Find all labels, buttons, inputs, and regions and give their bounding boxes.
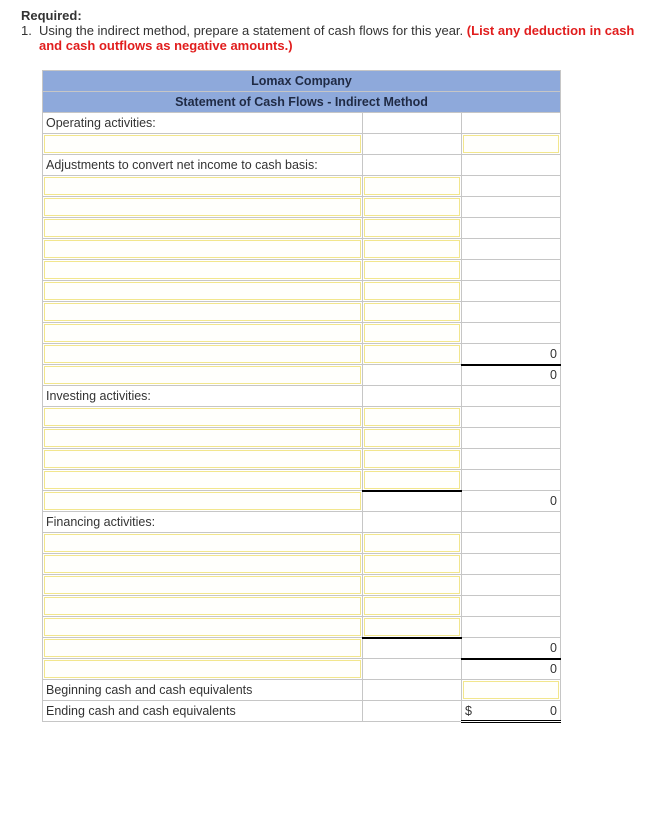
investing-amount-input[interactable] (364, 450, 460, 468)
table-row (43, 533, 561, 554)
adjustment-label-input[interactable] (44, 177, 361, 195)
financing-label-input[interactable] (44, 555, 361, 573)
table-row (43, 155, 561, 176)
table-row (43, 659, 561, 680)
required-heading: Required: (21, 8, 82, 23)
requirement-number: 1. (21, 23, 32, 38)
financing-amount-input[interactable] (364, 555, 460, 573)
requirement-block (21, 8, 641, 53)
table-row (43, 638, 561, 659)
table-row (43, 176, 561, 197)
table-row (43, 281, 561, 302)
header-row-title (43, 92, 561, 113)
adjustment-amount-input[interactable] (364, 345, 460, 363)
statement-title: Statement of Cash Flows - Indirect Method (43, 92, 561, 113)
table-row (43, 218, 561, 239)
investing-label-input[interactable] (44, 471, 361, 489)
adjustment-label-input[interactable] (44, 240, 361, 258)
adjustment-label-input[interactable] (44, 219, 361, 237)
table-row (43, 470, 561, 491)
financing-amount-input[interactable] (364, 534, 460, 552)
investing-label-input[interactable] (44, 408, 361, 426)
beginning-cash-amount-input[interactable] (463, 681, 559, 699)
investing-amount-input[interactable] (364, 429, 460, 447)
adjustments-label: Adjustments to convert net income to cash basis: (43, 155, 363, 176)
table-row (43, 554, 561, 575)
financing-total-value: 0 (462, 638, 561, 659)
investing-amount-input[interactable] (364, 471, 460, 489)
investing-total-label-input[interactable] (44, 492, 361, 510)
operating-total-label-input[interactable] (44, 366, 361, 384)
financing-activities-label: Financing activities: (43, 512, 363, 533)
financing-total-label-input[interactable] (44, 639, 361, 657)
financing-amount-input[interactable] (364, 576, 460, 594)
adjustment-label-input[interactable] (44, 324, 361, 342)
operating-activities-label: Operating activities: (43, 113, 363, 134)
investing-activities-label: Investing activities: (43, 386, 363, 407)
financing-label-input[interactable] (44, 597, 361, 615)
ending-cash-total-value: 0 (550, 704, 557, 718)
table-row (43, 701, 561, 722)
requirement-text: Using the indirect method, prepare a statement of cash flows for this year. (39, 23, 464, 38)
adjustment-amount-input[interactable] (364, 240, 460, 258)
financing-label-input[interactable] (44, 534, 361, 552)
net-income-amount-input[interactable] (463, 135, 559, 153)
cash-flow-statement-table (42, 70, 561, 723)
table-row (43, 134, 561, 155)
investing-label-input[interactable] (44, 429, 361, 447)
adjustment-amount-input[interactable] (364, 303, 460, 321)
operating-subtotal-value: 0 (462, 344, 561, 365)
table-row (43, 491, 561, 512)
financing-label-input[interactable] (44, 576, 361, 594)
investing-amount-input[interactable] (364, 408, 460, 426)
table-row (43, 113, 561, 134)
ending-cash-label: Ending cash and cash equivalents (43, 701, 363, 722)
table-row (43, 449, 561, 470)
table-row (43, 575, 561, 596)
net-change-label-input[interactable] (44, 660, 361, 678)
adjustment-amount-input[interactable] (364, 219, 460, 237)
investing-total-value: 0 (462, 491, 561, 512)
adjustment-label-input[interactable] (44, 198, 361, 216)
table-row (43, 239, 561, 260)
table-row (43, 617, 561, 638)
adjustment-amount-input[interactable] (364, 261, 460, 279)
table-row (43, 512, 561, 533)
ending-cash-total-cell (462, 701, 561, 722)
financing-amount-input[interactable] (364, 597, 460, 615)
adjustment-amount-input[interactable] (364, 282, 460, 300)
table-row (43, 386, 561, 407)
financing-amount-input[interactable] (364, 618, 460, 636)
table-row (43, 407, 561, 428)
table-row (43, 323, 561, 344)
table-row (43, 302, 561, 323)
beginning-cash-label: Beginning cash and cash equivalents (43, 680, 363, 701)
company-name: Lomax Company (43, 71, 561, 92)
adjustment-amount-input[interactable] (364, 324, 460, 342)
table-row (43, 344, 561, 365)
requirement-emphasis: (List any deduction in cash and cash outflows as negative amounts.) (39, 23, 635, 53)
adjustment-label-input[interactable] (44, 345, 361, 363)
net-change-value: 0 (462, 659, 561, 680)
requirement-item (21, 23, 641, 53)
adjustment-amount-input[interactable] (364, 198, 460, 216)
table-row (43, 365, 561, 386)
table-row (43, 596, 561, 617)
adjustment-amount-input[interactable] (364, 177, 460, 195)
header-row-company (43, 71, 561, 92)
financing-label-input[interactable] (44, 618, 361, 636)
table-row (43, 680, 561, 701)
currency-symbol: $ (465, 704, 472, 718)
table-row (43, 260, 561, 281)
table-row (43, 428, 561, 449)
adjustment-label-input[interactable] (44, 261, 361, 279)
adjustment-label-input[interactable] (44, 282, 361, 300)
table-row (43, 197, 561, 218)
operating-total-value: 0 (462, 365, 561, 386)
adjustment-label-input[interactable] (44, 303, 361, 321)
net-income-label-input[interactable] (44, 135, 361, 153)
investing-label-input[interactable] (44, 450, 361, 468)
